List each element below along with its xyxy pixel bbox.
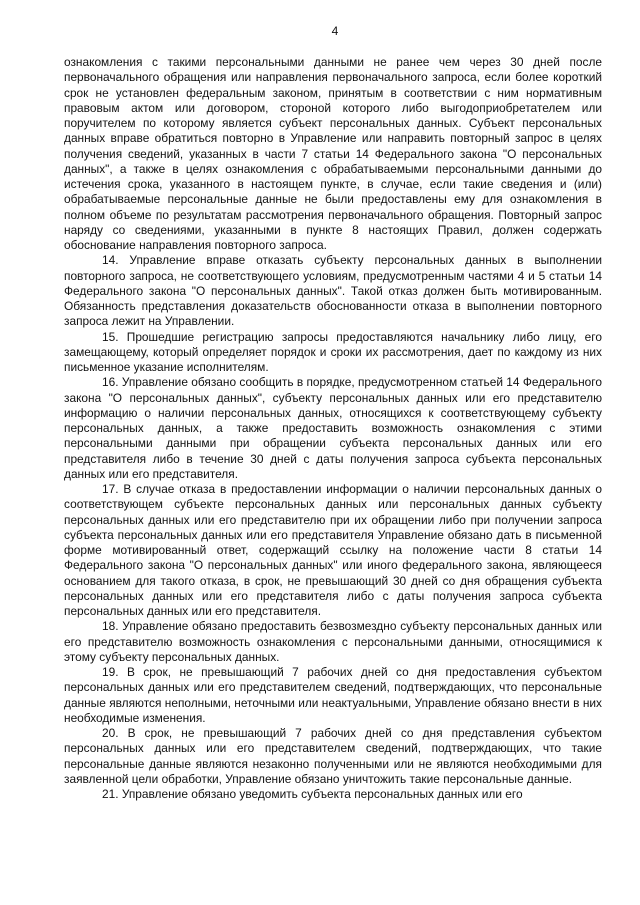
paragraph-18: 18. Управление обязано предоставить безвозмездно субъекту персональных данных или его представителю возможность ознакомления с персональными данными, относящимися к этому субъекту персональных данных. (64, 619, 602, 664)
page-number: 4 (331, 24, 339, 38)
paragraph-19: 19. В срок, не превышающий 7 рабочих дней со дня предоставления субъектом персональных данных или его представителем сведений, подтверждающих, что персональные данные являются неполными, неточными или неактуальными, Управление обязано внести в них необходимые изменения. (64, 665, 602, 725)
paragraph-continuation: ознакомления с такими персональными данными не ранее чем через 30 дней после первоначального обращения или направления первоначального запроса, если более короткий срок не установлен федеральным законом, принятым в соответствии с ним нормативным правовым актом или договором, стороной которого либо выгодоприобретателем или поручителем по которому является субъект персональных данных. Субъект персональных данных вправе обратиться повторно в Управление или направить повторный запрос в целях получения сведений, указанных в части 7 статьи 14 Федерального закона "О персональных данных", а также в целях ознакомления с обрабатываемыми персональными данными до истечения срока, указанного в настоящем пункте, в случае, если такие сведения и (или) обрабатываемые персональные данные не были предоставлены ему для ознакомления в полном объеме по результатам рассмотрения первоначального обращения. Повторный запрос наряду со сведениями, указанными в пункте 8 настоящих Правил, должен содержать обоснование направления повторного запроса. (64, 55, 602, 252)
paragraph-14: 14. Управление вправе отказать субъекту персональных данных в выполнении повторного запроса, не соответствующего условиям, предусмотренным частями 4 и 5 статьи 14 Федерального закона "О персональных данных". Такой отказ должен быть мотивированным. Обязанность представления доказательств обоснованности отказа в выполнении повторного запроса лежит на Управлении. (64, 253, 602, 329)
paragraph-21: 21. Управление обязано уведомить субъекта персональных данных или его (102, 787, 523, 801)
paragraph-17: 17. В случае отказа в предоставлении информации о наличии персональных данных о соответствующем субъекте персональных данных или персональных данных субъекту персональных данных или его представителю при их обращении либо при получении запроса субъекта персональных данных или его представителя Управление обязано дать в письменной форме мотивированный ответ, содержащий ссылку на положение части 8 статьи 14 Федерального закона "О персональных данных" или иного федерального закона, являющееся основанием для такого отказа, в срок, не превышающий 30 дней со дня обращения субъекта персональных данных или его представителя либо с даты получения запроса субъекта персональных данных или его представителя. (64, 482, 602, 618)
paragraph-15: 15. Прошедшие регистрацию запросы предоставляются начальнику либо лицу, его замещающему, который определяет порядок и сроки их рассмотрения, дает по каждому из них письменное указание исполнителям. (64, 329, 602, 374)
paragraph-16: 16. Управление обязано сообщить в порядке, предусмотренном статьей 14 Федерального закона "О персональных данных", субъекту персональных данных или его представителю информацию о наличии персональных данных, относящихся к соответствующему субъекту персональных данных, а также предоставить возможность ознакомления с этими персональными данными при обращении субъекта персональных данных или его представителя либо в течение 30 дней с даты получения запроса субъекта персональных данных или его представителя. (64, 375, 602, 481)
document-body (64, 55, 602, 802)
paragraph-20: 20. В срок, не превышающий 7 рабочих дней со дня представления субъектом персональных данных или его представителем сведений, подтверждающих, что такие персональные данные являются незаконно полученными или не являются необходимыми для заявленной цели обработки, Управление обязано уничтожить такие персональные данные. (64, 726, 602, 786)
